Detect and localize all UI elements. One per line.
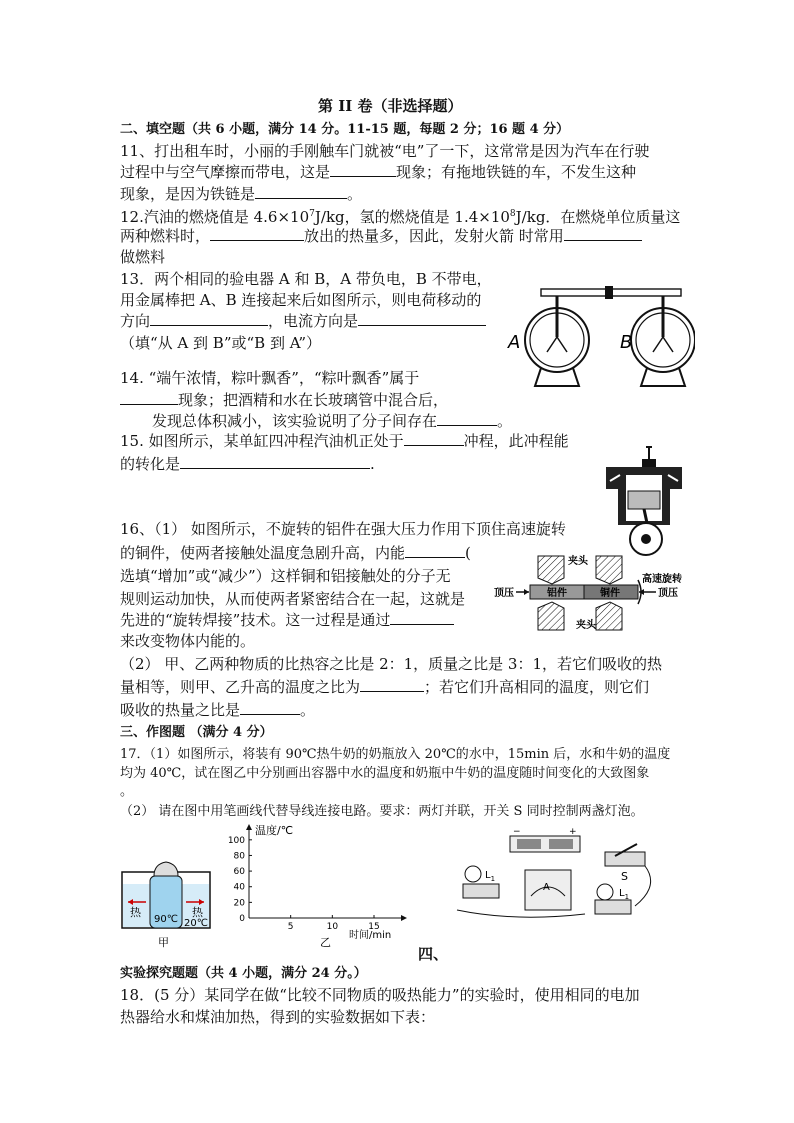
- lamp1-label: $L_1$: [485, 870, 496, 883]
- spin-welding-figure: [492, 552, 690, 634]
- q13-line2: 用金属棒把 A、B 连接起来后如图所示，则电荷移动的: [120, 291, 482, 309]
- q12-line1: 12.汽油的燃烧值是 $4.6\times 10^7J/kg$，氢的燃烧值是 $1.4\times 10^8J/kg$．在燃烧单位质量这: [120, 208, 681, 226]
- q16-line5: 先进的“旋转焊接”技术。这一过程是通过: [120, 609, 454, 632]
- svg-text:+: +: [569, 827, 577, 837]
- al-label: 铝件: [547, 588, 567, 599]
- q14-blank2[interactable]: [437, 410, 497, 426]
- y-axis-label: 温度/℃: [255, 824, 294, 837]
- q13-line4: （填“从 A 到 B”或“B 到 A”）: [120, 334, 322, 352]
- y-tick-label: 20: [233, 898, 245, 909]
- q14-line2: 现象；把酒精和水在长玻璃管中混合后，: [120, 389, 448, 412]
- label-b: B: [620, 332, 633, 353]
- q14-line1: 14. “端午浓情，粽叶飘香”，“粽叶飘香”属于: [120, 369, 420, 387]
- x-tick-label: 5: [287, 922, 294, 932]
- q16-blank3[interactable]: [360, 676, 424, 692]
- q18-line1: 18．(5 分）某同学在做“比较不同物质的吸热能力”的实验时，使用相同的电加: [120, 986, 640, 1004]
- y-tick-label: 0: [239, 914, 245, 924]
- q18-line2: 热器给水和煤油加热，得到的实验数据如下表：: [120, 1008, 436, 1026]
- q16-line6: 来改变物体内能的。: [120, 632, 256, 650]
- q13-line1: 13．两个相同的验电器 A 和 B，A 带负电，B 不带电，: [120, 270, 492, 288]
- q14-line3: 发现总体积减小，该实验说明了分子间存在 。: [152, 412, 513, 430]
- q16-blank2[interactable]: [390, 609, 454, 625]
- q16-line4: 规则运动加快，从而使两者紧密结合在一起，这就是: [120, 590, 466, 608]
- temperature-time-chart: [225, 820, 425, 950]
- x-tick-label: 10: [326, 922, 339, 932]
- section-header-fill: 二、填空题（共 6 小题，满分 14 分。11-15 题，每题 2 分；16 题 4 分）: [120, 122, 570, 137]
- electroscope-figure: [505, 282, 695, 392]
- q12-line2: 两种燃料时， 放出的热量多，因此，发射火箭 时常用: [120, 225, 642, 248]
- q16-blank1[interactable]: [405, 542, 465, 558]
- switch-label: S: [621, 870, 628, 883]
- engine-figure: [598, 445, 690, 560]
- q13-blank2[interactable]: [358, 310, 486, 326]
- section3-header: 三、作图题 （满分 4 分）: [120, 725, 273, 740]
- q12-blank2[interactable]: [564, 225, 642, 241]
- q17-line1: 17．（1）如图所示，将装有 90℃热牛奶的奶瓶放入 20℃的水中，15min 后，水和牛奶的温度: [120, 747, 671, 762]
- q16-line1: 16、（1） 如图所示，不旋转的铝件在强大压力作用下顶住高速旋转: [120, 520, 566, 538]
- y-tick-label: 60: [233, 867, 245, 878]
- y-tick-label: 40: [233, 882, 245, 893]
- q12-blank1[interactable]: [210, 225, 304, 241]
- clamp-top-label: 夹头: [568, 556, 588, 567]
- q17-line3: 。: [120, 784, 134, 799]
- section4-header: 实验探究题题（共 4 小题，满分 24 分。）: [120, 966, 367, 981]
- ammeter-label: A: [543, 882, 550, 893]
- q11-line3: 现象，是因为铁链是 。: [120, 185, 363, 203]
- cu-label: 铜件: [600, 588, 620, 599]
- push-left-label: 顶压: [494, 588, 514, 599]
- q16-p2-line1: （2） 甲、乙两种物质的比热容之比是 2：1，质量之比是 3：1，若它们吸收的热: [120, 655, 663, 673]
- q16-line3: 选填“增加”或“减少”）这样铜和铝接触处的分子无: [120, 567, 451, 585]
- clamp-bottom-label: 夹头: [576, 620, 596, 631]
- x-axis-label: 时间/min: [349, 930, 392, 941]
- heat-left-label: 热: [130, 906, 141, 919]
- q16-blank4[interactable]: [240, 699, 300, 715]
- section4-number: 四、: [418, 945, 449, 963]
- q15-blank2[interactable]: [180, 453, 370, 469]
- q16-p2-line2: 量相等，则甲、乙升高的温度之比为 ；若它们升高相同的温度，则它们: [120, 678, 650, 696]
- q13-blank1[interactable]: [150, 310, 268, 326]
- x-tick-label: 15: [368, 922, 380, 932]
- water-temp-label: 20℃: [184, 918, 208, 929]
- svg-text:−: −: [513, 827, 521, 837]
- q16-p2-line3: 吸收的热量之比是 。: [120, 701, 316, 719]
- y-tick-label: 100: [227, 835, 245, 846]
- y-axis-arrow: [246, 824, 252, 830]
- beaker-figure: [118, 856, 218, 950]
- chart-axes: [228, 824, 407, 932]
- section-title: 第 II 卷（非选择题）: [318, 97, 463, 115]
- q16-line2: 的铜件，使两者接触处温度急剧升高，内能 (: [120, 544, 471, 562]
- q15-line1: 15. 如图所示，某单缸四冲程汽油机正处于 冲程，此冲程能: [120, 432, 569, 450]
- spin-label: 高速旋转: [642, 574, 682, 585]
- q14-blank1[interactable]: [120, 389, 178, 405]
- y-tick-label: 80: [233, 851, 245, 862]
- fig-yi-caption: 乙: [320, 936, 331, 949]
- label-a: A: [508, 332, 521, 353]
- q11-line2: 过程中与空气摩擦而带电，这是 现象；有拖地铁链的车，不发生这种: [120, 163, 637, 181]
- circuit-figure: [455, 826, 675, 926]
- milk-temp-label: 90℃: [154, 914, 178, 925]
- q11-blank1[interactable]: [330, 161, 396, 177]
- q15-blank1[interactable]: [404, 430, 464, 446]
- heat-right-label: 热: [192, 906, 203, 919]
- q17-p2: （2） 请在图中用笔画线代替导线连接电路。要求：两灯并联，开关 S 同时控制两盏灯泡。: [120, 804, 644, 819]
- q13-line3: 方向 ，电流方向是: [120, 310, 486, 333]
- q17-line2: 均为 40℃，试在图乙中分别画出容器中水的温度和奶瓶中牛奶的温度随时间变化的大致图象: [120, 766, 650, 781]
- fig-jia-caption: 甲: [158, 936, 169, 949]
- q11-line1: 11、打出租车时，小丽的手刚触车门就被“电”了一下，这常常是因为汽车在行驶: [120, 142, 650, 160]
- q12-line3: 做燃料: [120, 248, 166, 266]
- x-axis-arrow: [401, 915, 407, 921]
- q11-blank2[interactable]: [255, 183, 347, 199]
- q15-line2: 的转化是 .: [120, 455, 375, 473]
- push-right-label: 顶压: [658, 588, 678, 599]
- lamp2-label: $L_1$: [619, 888, 630, 901]
